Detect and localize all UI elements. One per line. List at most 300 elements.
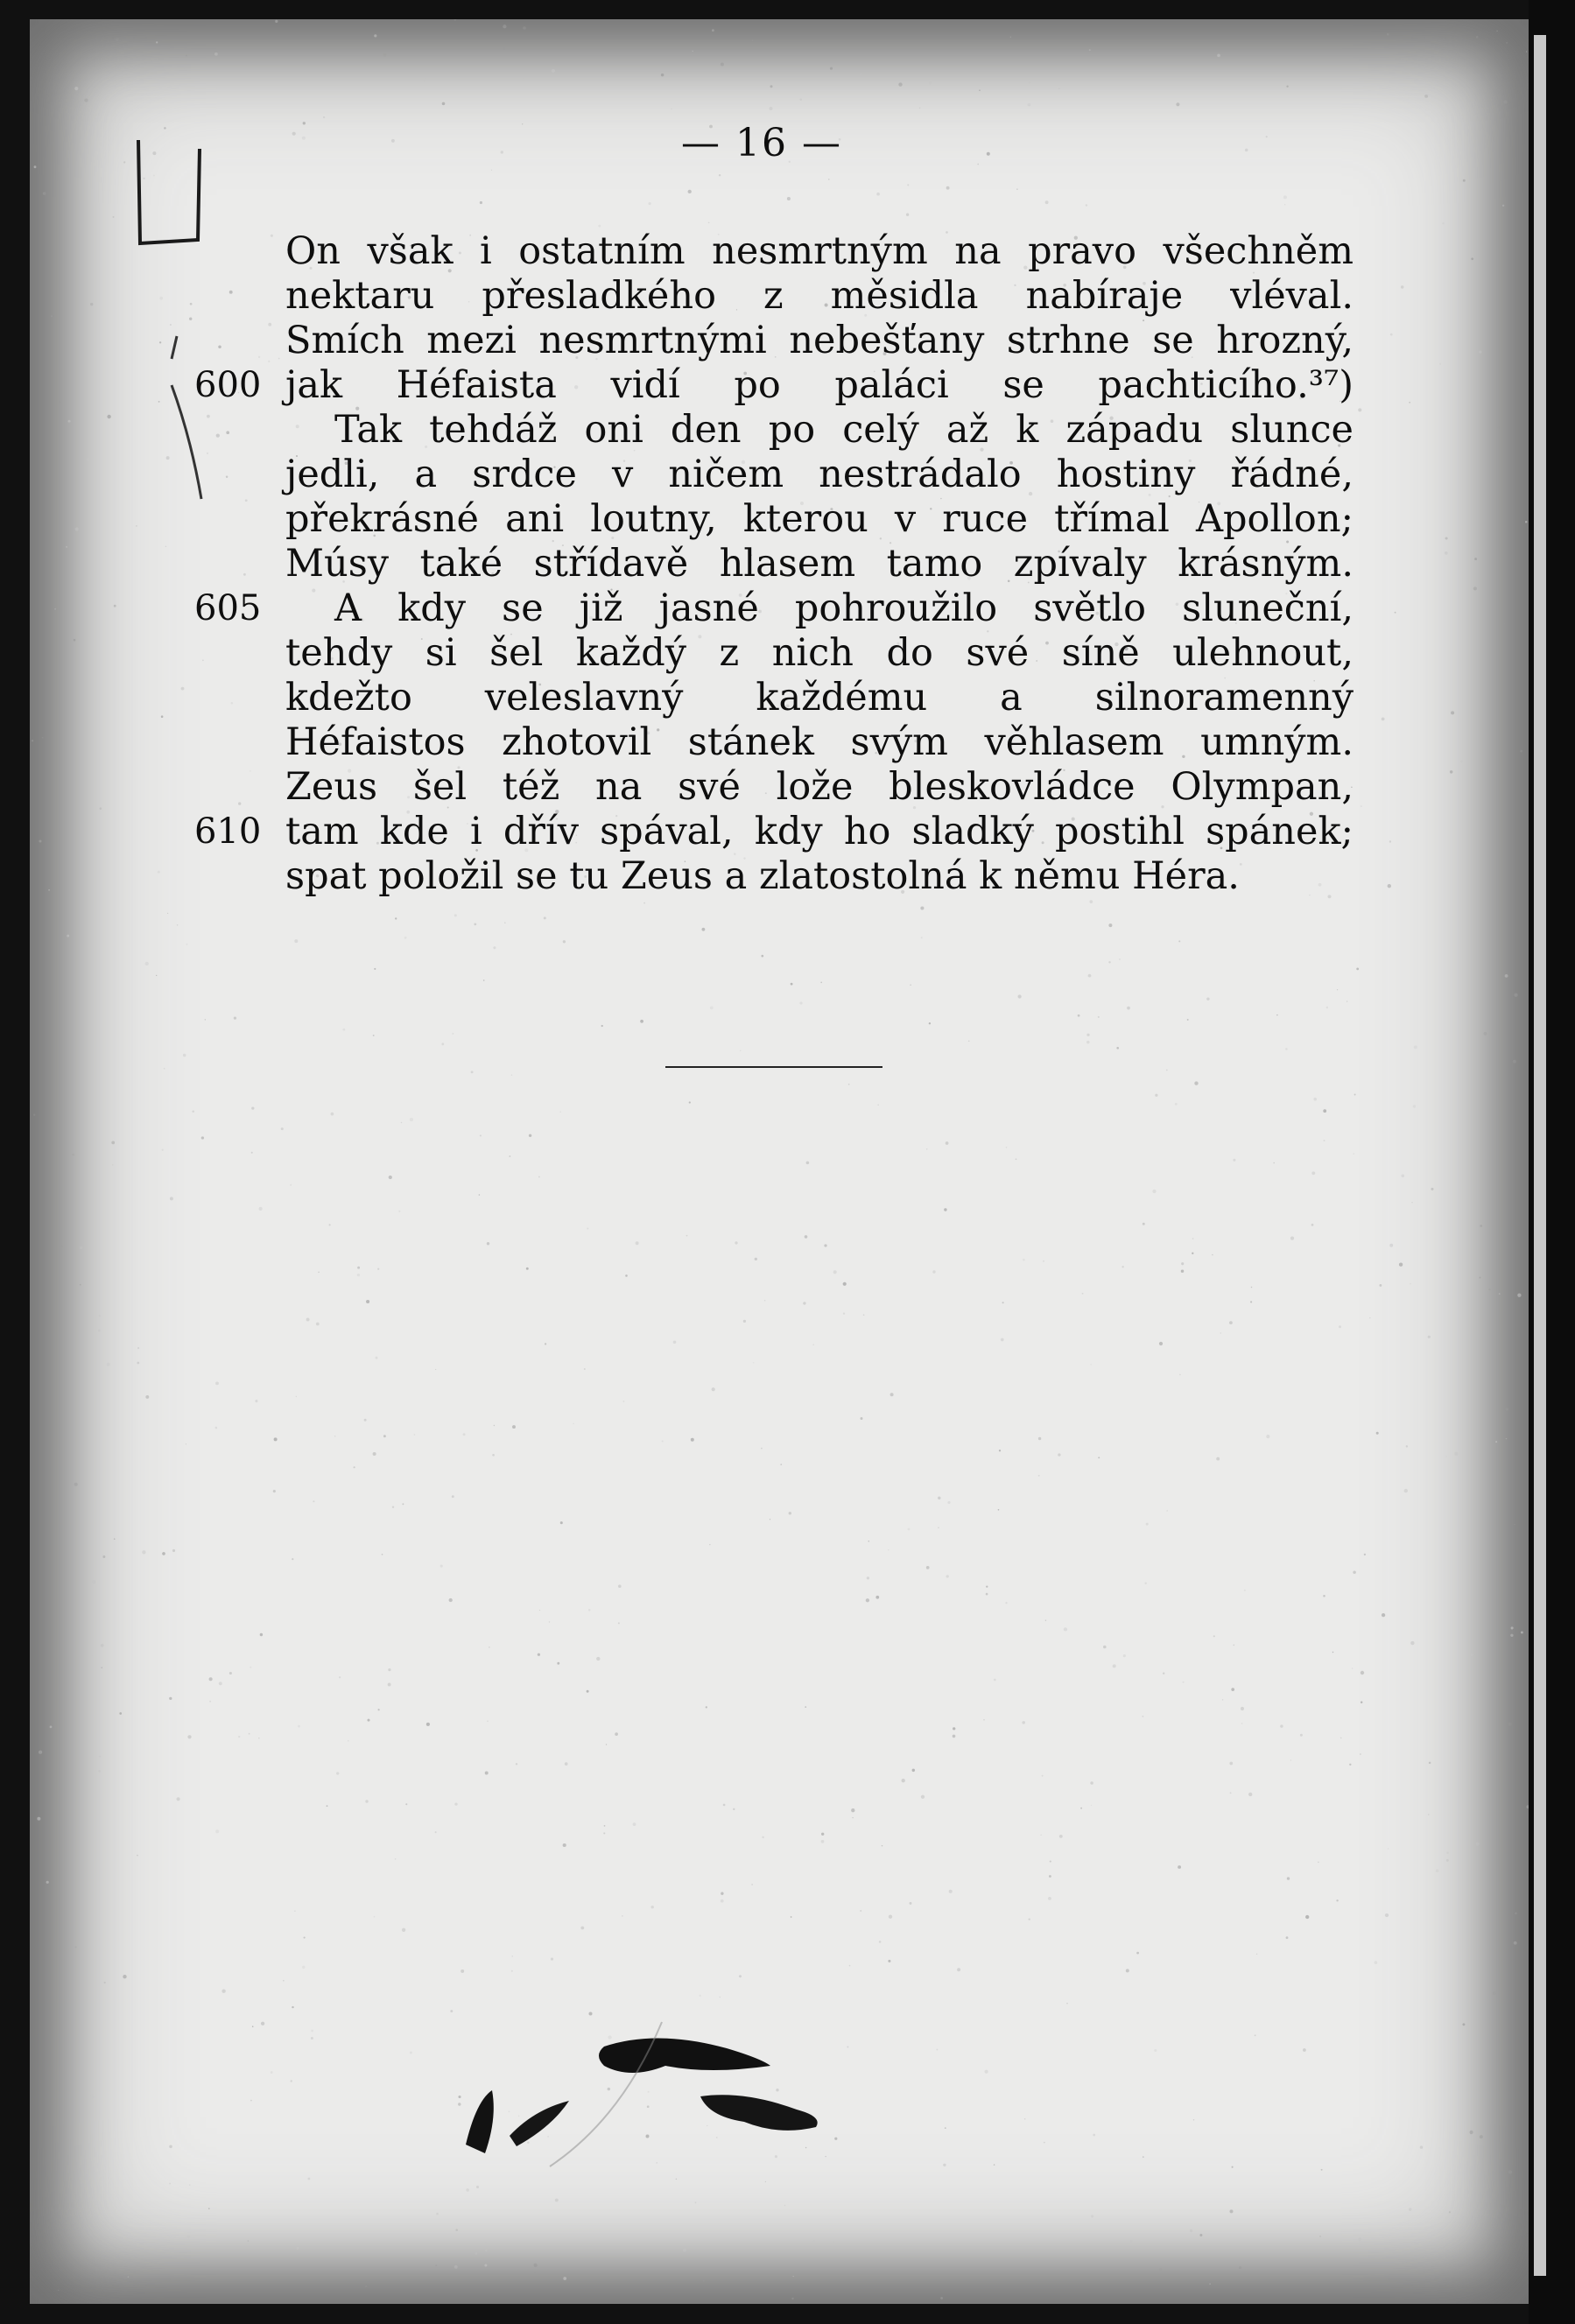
grain-speck <box>494 1425 495 1426</box>
grain-speck <box>248 2240 249 2241</box>
grain-speck <box>92 1580 95 1583</box>
grain-speck <box>255 1400 257 1402</box>
grain-speck <box>834 2138 837 2140</box>
grain-speck <box>643 902 645 904</box>
grain-speck <box>177 1797 180 1801</box>
grain-speck <box>215 1427 218 1429</box>
grain-speck <box>1401 1174 1404 1177</box>
grain-speck <box>311 2037 313 2040</box>
grain-speck <box>67 935 69 937</box>
grain-speck <box>378 1709 380 1710</box>
grain-speck <box>1428 1336 1431 1338</box>
grain-speck <box>563 1843 566 1847</box>
grain-speck <box>1059 1835 1063 1838</box>
grain-speck <box>919 108 920 109</box>
grain-speck <box>985 2070 988 2074</box>
grain-speck <box>789 1512 791 1514</box>
grain-speck <box>604 1825 606 1827</box>
verse-text: Músy také střídavě hlasem tamo zpívaly krásným. <box>285 542 1354 586</box>
grain-speck <box>281 1127 284 1130</box>
grain-speck <box>910 985 911 986</box>
grain-speck <box>1313 1098 1317 1101</box>
grain-speck <box>987 152 990 156</box>
grain-speck <box>1323 1109 1326 1113</box>
grain-speck <box>821 1840 825 1843</box>
grain-speck <box>187 2236 191 2239</box>
grain-speck <box>1145 1583 1147 1584</box>
grain-speck <box>533 2264 537 2267</box>
grain-speck <box>706 1706 707 1708</box>
grain-speck <box>1446 1859 1449 1862</box>
grain-speck <box>111 1141 115 1145</box>
grain-speck <box>947 1501 950 1504</box>
grain-speck <box>851 1808 854 1812</box>
grain-speck <box>1369 1317 1370 1318</box>
grain-speck <box>943 2164 946 2166</box>
grain-speck <box>828 179 830 180</box>
grain-speck <box>487 1242 489 1245</box>
grain-speck <box>622 1915 623 1917</box>
grain-speck <box>1505 974 1508 978</box>
grain-speck <box>454 2265 458 2269</box>
grain-speck <box>847 2047 848 2048</box>
grain-speck <box>1193 2119 1194 2120</box>
grain-speck <box>1163 1672 1164 1674</box>
grain-speck <box>501 151 503 153</box>
verse-text: Smích mezi nesmrtnými nebešťany strhne se hrozný, <box>285 319 1354 362</box>
grain-speck <box>1356 968 1359 971</box>
grain-speck <box>1199 2234 1202 2236</box>
grain-speck <box>292 132 296 136</box>
grain-speck <box>471 1071 474 1073</box>
grain-speck <box>466 2188 469 2192</box>
line-number: 610 <box>194 811 262 852</box>
grain-speck <box>1244 1590 1246 1591</box>
grain-speck <box>250 2100 252 2102</box>
grain-speck <box>761 955 763 958</box>
grain-speck <box>1511 1626 1514 1629</box>
grain-speck <box>1142 1716 1143 1717</box>
grain-speck <box>953 1727 955 1730</box>
grain-speck <box>229 1672 232 1675</box>
grain-speck <box>511 1970 513 1972</box>
grain-speck <box>480 1134 482 1136</box>
grain-speck <box>365 2285 367 2287</box>
grain-speck <box>252 2026 254 2027</box>
grain-speck <box>313 1500 314 1502</box>
grain-speck <box>304 1937 306 1939</box>
grain-speck <box>292 1558 293 1560</box>
grain-speck <box>516 1763 517 1765</box>
grain-speck <box>1496 31 1498 32</box>
grain-speck <box>1136 1952 1139 1955</box>
grain-speck <box>80 1246 82 1249</box>
grain-speck <box>374 1916 376 1918</box>
grain-speck <box>1126 1969 1129 1972</box>
grain-speck <box>357 1267 360 1269</box>
grain-speck <box>1130 2240 1133 2243</box>
grain-speck <box>136 525 137 527</box>
grain-speck <box>968 1040 970 1042</box>
grain-speck <box>487 1721 489 1723</box>
grain-speck <box>977 164 979 165</box>
grain-speck <box>649 202 651 205</box>
grain-speck <box>803 1302 805 1304</box>
grain-speck <box>485 2250 487 2251</box>
grain-speck <box>484 2264 487 2267</box>
grain-speck <box>1411 1202 1412 1203</box>
grain-speck <box>1406 1445 1408 1447</box>
grain-speck <box>986 1585 988 1587</box>
grain-speck <box>898 82 902 86</box>
grain-speck <box>538 1176 540 1178</box>
grain-speck <box>580 1927 584 1930</box>
grain-speck <box>695 2202 697 2204</box>
grain-speck <box>450 2010 453 2012</box>
grain-speck <box>1409 2208 1411 2210</box>
grain-speck <box>603 1832 605 1834</box>
grain-speck <box>402 1928 405 1932</box>
grain-speck <box>90 303 93 305</box>
verse-line <box>194 363 1438 408</box>
grain-speck <box>112 1164 114 1166</box>
grain-speck <box>1514 1941 1517 1945</box>
grain-speck <box>1176 102 1179 106</box>
grain-speck <box>676 2179 678 2180</box>
grain-speck <box>683 2248 686 2251</box>
grain-speck <box>1213 1635 1215 1637</box>
grain-speck <box>723 1804 726 1807</box>
grain-speck <box>1159 1342 1163 1345</box>
grain-speck <box>866 1598 869 1602</box>
grain-speck <box>544 916 546 919</box>
grain-speck <box>142 1550 145 1554</box>
grain-speck <box>860 1910 861 1912</box>
grain-speck <box>1506 42 1508 44</box>
grain-speck <box>275 20 278 23</box>
grain-speck <box>250 1667 251 1668</box>
grain-speck <box>339 1676 341 1678</box>
grain-speck <box>588 1609 591 1611</box>
grain-speck <box>1361 1671 1364 1675</box>
grain-speck <box>75 1947 77 1948</box>
grain-speck <box>1098 1016 1100 1018</box>
grain-speck <box>292 2006 293 2008</box>
grain-speck <box>1379 1284 1382 1287</box>
grain-speck <box>1179 1374 1181 1376</box>
grain-speck <box>545 1343 546 1345</box>
grain-speck <box>735 1241 737 1244</box>
grain-speck <box>618 1584 622 1588</box>
grain-speck <box>58 2290 59 2291</box>
grain-speck <box>1449 2211 1451 2213</box>
grain-speck <box>740 1050 741 1051</box>
grain-speck <box>523 26 526 30</box>
grain-speck <box>1321 2169 1323 2171</box>
grain-speck <box>294 939 298 943</box>
grain-speck <box>283 1980 285 1982</box>
grain-speck <box>761 1448 763 1450</box>
grain-speck <box>162 1149 164 1151</box>
grain-speck <box>1284 204 1285 205</box>
verse-line <box>194 497 1438 542</box>
grain-speck <box>1029 81 1031 84</box>
grain-speck <box>957 1968 960 1971</box>
grain-speck <box>1503 623 1504 624</box>
verse-text: překrásné ani loutny, kterou v ruce třímal Apollon; <box>285 497 1354 541</box>
grain-speck <box>843 1312 845 1314</box>
grain-speck <box>158 401 160 403</box>
grain-speck <box>1251 1287 1253 1288</box>
grain-speck <box>1360 1753 1361 1755</box>
grain-speck <box>739 1975 742 1977</box>
grain-speck <box>1058 88 1060 89</box>
grain-speck <box>442 102 446 106</box>
grain-speck <box>1480 1277 1481 1279</box>
grain-speck <box>1058 1453 1060 1456</box>
grain-speck <box>812 1344 814 1345</box>
grain-speck <box>1476 1843 1480 1846</box>
grain-speck <box>364 1419 367 1422</box>
grain-speck <box>787 197 791 200</box>
grain-speck <box>932 1270 935 1273</box>
grain-speck <box>170 324 171 325</box>
grain-speck <box>1520 750 1522 753</box>
grain-speck <box>940 2297 943 2299</box>
grain-speck <box>493 946 496 949</box>
grain-speck <box>709 1544 710 1545</box>
grain-speck <box>1233 1159 1235 1162</box>
grain-speck <box>979 89 981 91</box>
grain-speck <box>719 174 721 176</box>
grain-speck <box>296 1396 297 1397</box>
grain-speck <box>316 1323 320 1326</box>
grain-speck <box>414 1434 416 1436</box>
grain-speck <box>1241 1723 1243 1724</box>
grain-speck <box>792 2276 793 2277</box>
grain-speck <box>606 1744 607 1745</box>
verse-text: Héfaistos zhotovil stánek svým věhlasem umným. <box>285 720 1354 764</box>
grain-speck <box>1113 1664 1116 1668</box>
grain-speck <box>555 2199 559 2202</box>
grain-speck <box>102 1555 105 1558</box>
grain-speck <box>454 914 457 916</box>
grain-speck <box>214 53 218 56</box>
grain-speck <box>1336 1899 1338 1901</box>
grain-speck <box>1098 1457 1100 1458</box>
grain-speck <box>249 1733 250 1735</box>
grain-speck <box>311 2030 313 2033</box>
grain-speck <box>201 1136 204 1139</box>
grain-speck <box>271 2071 273 2074</box>
grain-speck <box>50 1726 53 1729</box>
grain-speck <box>751 1884 753 1885</box>
grain-speck <box>1045 200 1049 204</box>
grain-speck <box>1209 2283 1211 2285</box>
grain-speck <box>640 1020 643 1023</box>
grain-speck <box>104 1982 106 1983</box>
grain-speck <box>1256 1954 1257 1955</box>
grain-speck <box>860 74 861 75</box>
grain-speck <box>334 1436 336 1437</box>
grain-speck <box>1376 1432 1379 1435</box>
grain-speck <box>1152 1190 1156 1193</box>
grain-speck <box>60 1245 63 1248</box>
grain-speck <box>1159 2268 1162 2271</box>
grain-speck <box>563 940 566 943</box>
grain-speck <box>1413 1105 1416 1107</box>
grain-speck <box>1086 1041 1090 1044</box>
grain-speck <box>661 74 664 77</box>
grain-speck <box>805 1235 808 1239</box>
grain-speck <box>1143 2156 1144 2158</box>
grain-speck <box>753 1362 755 1364</box>
grain-speck <box>208 2208 210 2209</box>
verse-line <box>194 408 1438 453</box>
grain-speck <box>820 982 822 984</box>
verse-line <box>194 631 1438 676</box>
grain-speck <box>1090 1364 1091 1365</box>
verse-line <box>194 810 1438 854</box>
grain-speck <box>485 2243 487 2244</box>
grain-speck <box>1103 1646 1107 1649</box>
grain-speck <box>1300 1734 1303 1737</box>
grain-speck <box>503 48 505 50</box>
verse-text: spat položil se tu Zeus a zlatostolná k němu Héra. <box>285 854 1240 898</box>
grain-speck <box>509 1155 510 1157</box>
grain-speck <box>1175 1103 1178 1106</box>
grain-speck <box>908 1528 911 1531</box>
grain-speck <box>1273 1162 1275 1164</box>
next-page-edge <box>1534 35 1546 2276</box>
grain-speck <box>221 1990 225 1993</box>
grain-speck <box>1049 1875 1051 1878</box>
grain-speck <box>522 79 524 81</box>
grain-speck <box>440 1565 443 1568</box>
grain-speck <box>1513 1060 1516 1064</box>
grain-speck <box>119 1712 122 1715</box>
grain-speck <box>879 1941 882 1943</box>
grain-speck <box>1436 1869 1439 1872</box>
grain-speck <box>452 1033 454 1035</box>
grain-speck <box>560 1111 561 1112</box>
grain-speck <box>238 1736 240 1738</box>
grain-speck <box>373 1035 375 1036</box>
grain-speck <box>87 458 90 461</box>
grain-speck <box>1190 2229 1192 2232</box>
grain-speck <box>1166 1070 1168 1071</box>
grain-speck <box>755 1258 757 1260</box>
grain-speck <box>1178 940 1180 942</box>
grain-speck <box>1044 2142 1045 2144</box>
grain-speck <box>799 99 801 101</box>
grain-speck <box>39 1751 42 1754</box>
grain-speck <box>74 639 76 642</box>
grain-speck <box>1045 1620 1046 1621</box>
grain-speck <box>806 1162 810 1165</box>
grain-speck <box>33 1113 35 1115</box>
grain-speck <box>1517 1294 1521 1297</box>
verse-text: tam kde i dřív spával, kdy ho sladký postihl spánek; <box>285 810 1354 853</box>
grain-speck <box>1410 1641 1414 1645</box>
grain-speck <box>66 546 67 548</box>
grain-speck <box>712 1387 715 1391</box>
grain-speck <box>189 2184 190 2185</box>
grain-speck <box>701 928 705 931</box>
grain-speck <box>833 1270 837 1274</box>
grain-speck <box>123 161 125 163</box>
grain-speck <box>323 116 325 118</box>
grain-speck <box>953 1735 956 1738</box>
grain-speck <box>770 107 773 110</box>
verse-text: Zeus šel též na své lože bleskovládce Olympan, <box>285 765 1354 809</box>
grain-speck <box>374 34 376 37</box>
grain-speck <box>673 1340 677 1344</box>
grain-speck <box>383 1435 386 1437</box>
grain-speck <box>1429 1762 1431 1765</box>
grain-speck <box>946 186 950 190</box>
grain-speck <box>563 2277 566 2280</box>
grain-speck <box>888 1549 889 1550</box>
grain-speck <box>733 1808 735 1810</box>
grain-speck <box>1503 100 1507 103</box>
grain-speck <box>875 1596 879 1599</box>
end-rule <box>665 1066 882 1068</box>
grain-speck <box>410 1118 413 1121</box>
grain-speck <box>391 139 395 143</box>
grain-speck <box>1514 1524 1515 1526</box>
verse-line <box>194 720 1438 765</box>
grain-speck <box>907 184 909 186</box>
grain-speck <box>512 1425 516 1429</box>
grain-speck <box>294 1911 295 1912</box>
grain-speck <box>1480 1225 1482 1227</box>
grain-speck <box>302 1966 305 1969</box>
grain-speck <box>461 1969 464 1973</box>
grain-speck <box>824 1244 826 1246</box>
grain-speck <box>1245 149 1248 152</box>
grain-speck <box>205 1019 206 1020</box>
grain-speck <box>1232 2166 1234 2168</box>
grain-speck <box>662 1440 664 1442</box>
grain-speck <box>159 297 163 300</box>
grain-speck <box>162 1552 165 1555</box>
grain-speck <box>234 1016 236 1019</box>
grain-speck <box>1399 1263 1403 1267</box>
grain-speck <box>1088 974 1092 978</box>
grain-speck <box>587 1227 588 1229</box>
grain-speck <box>1506 1438 1507 1439</box>
grain-speck <box>485 1772 489 1775</box>
grain-speck <box>161 715 164 718</box>
grain-speck <box>1194 1081 1198 1085</box>
grain-speck <box>1414 1045 1417 1049</box>
grain-speck <box>156 41 158 43</box>
grain-speck <box>423 79 425 81</box>
grain-speck <box>382 1554 383 1555</box>
grain-speck <box>920 906 924 909</box>
grain-speck <box>186 55 187 57</box>
grain-speck <box>1018 994 1022 998</box>
grain-speck <box>691 1438 694 1442</box>
grain-speck <box>1439 363 1441 365</box>
grain-speck <box>1480 2135 1483 2138</box>
grain-speck <box>1283 195 1287 199</box>
grain-speck <box>177 924 178 925</box>
grain-speck <box>1082 1293 1084 1295</box>
verse-text: Tak tehdáž oni den po celý až k západu slunce <box>334 408 1354 452</box>
grain-speck <box>290 1184 292 1186</box>
